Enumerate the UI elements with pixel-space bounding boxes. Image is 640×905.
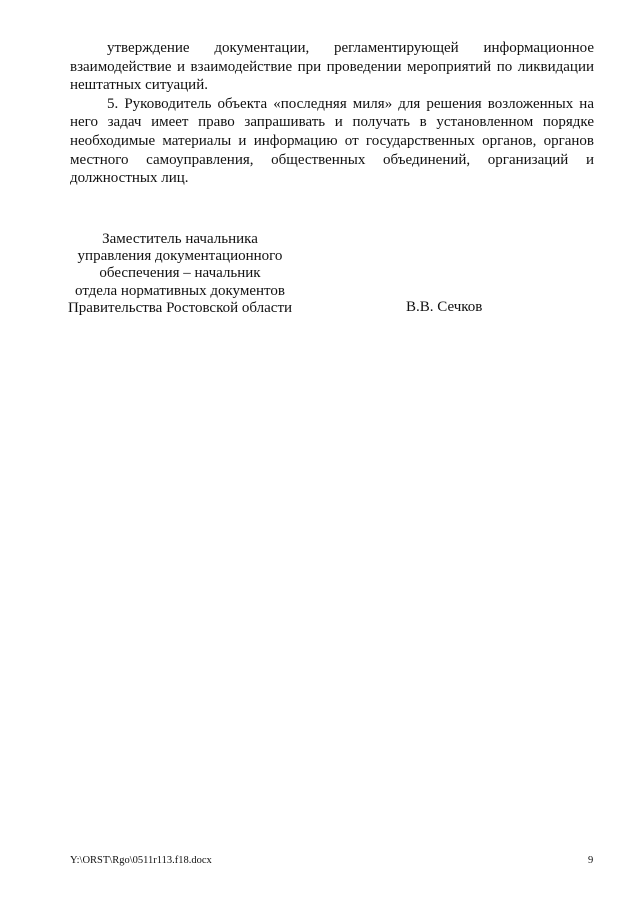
paragraph-item-5: 5. Руководитель объекта «последняя миля» для решения возложенных на него задач имеет право запрашивать и получать в установленном порядке необходимые материалы и информацию от государственных органов, органов местного самоуправления, общественных объединений, организаций и должностных лиц. xyxy=(70,95,594,187)
signature-position-line: управления документационного xyxy=(77,248,283,265)
signer-name: В.В. Сечков xyxy=(406,299,483,315)
document-body xyxy=(70,39,594,188)
signature-position-block xyxy=(66,231,294,317)
signature-position-line: Правительства Ростовской области xyxy=(67,299,293,316)
footer-file-path: Y:\ORST\Rgo\0511r113.f18.docx xyxy=(70,855,212,866)
signature-position-line: обеспечения – начальник xyxy=(99,265,261,282)
signature-position-line: Заместитель начальника xyxy=(102,231,258,247)
signature-position-line: отдела нормативных документов xyxy=(75,282,285,299)
paragraph-continuation: утверждение документации, регламентирующей информационное взаимодействие и взаимодействие при проведении мероприятий по ликвидации нештатных ситуаций. xyxy=(70,40,594,94)
page-number: 9 xyxy=(588,855,594,866)
